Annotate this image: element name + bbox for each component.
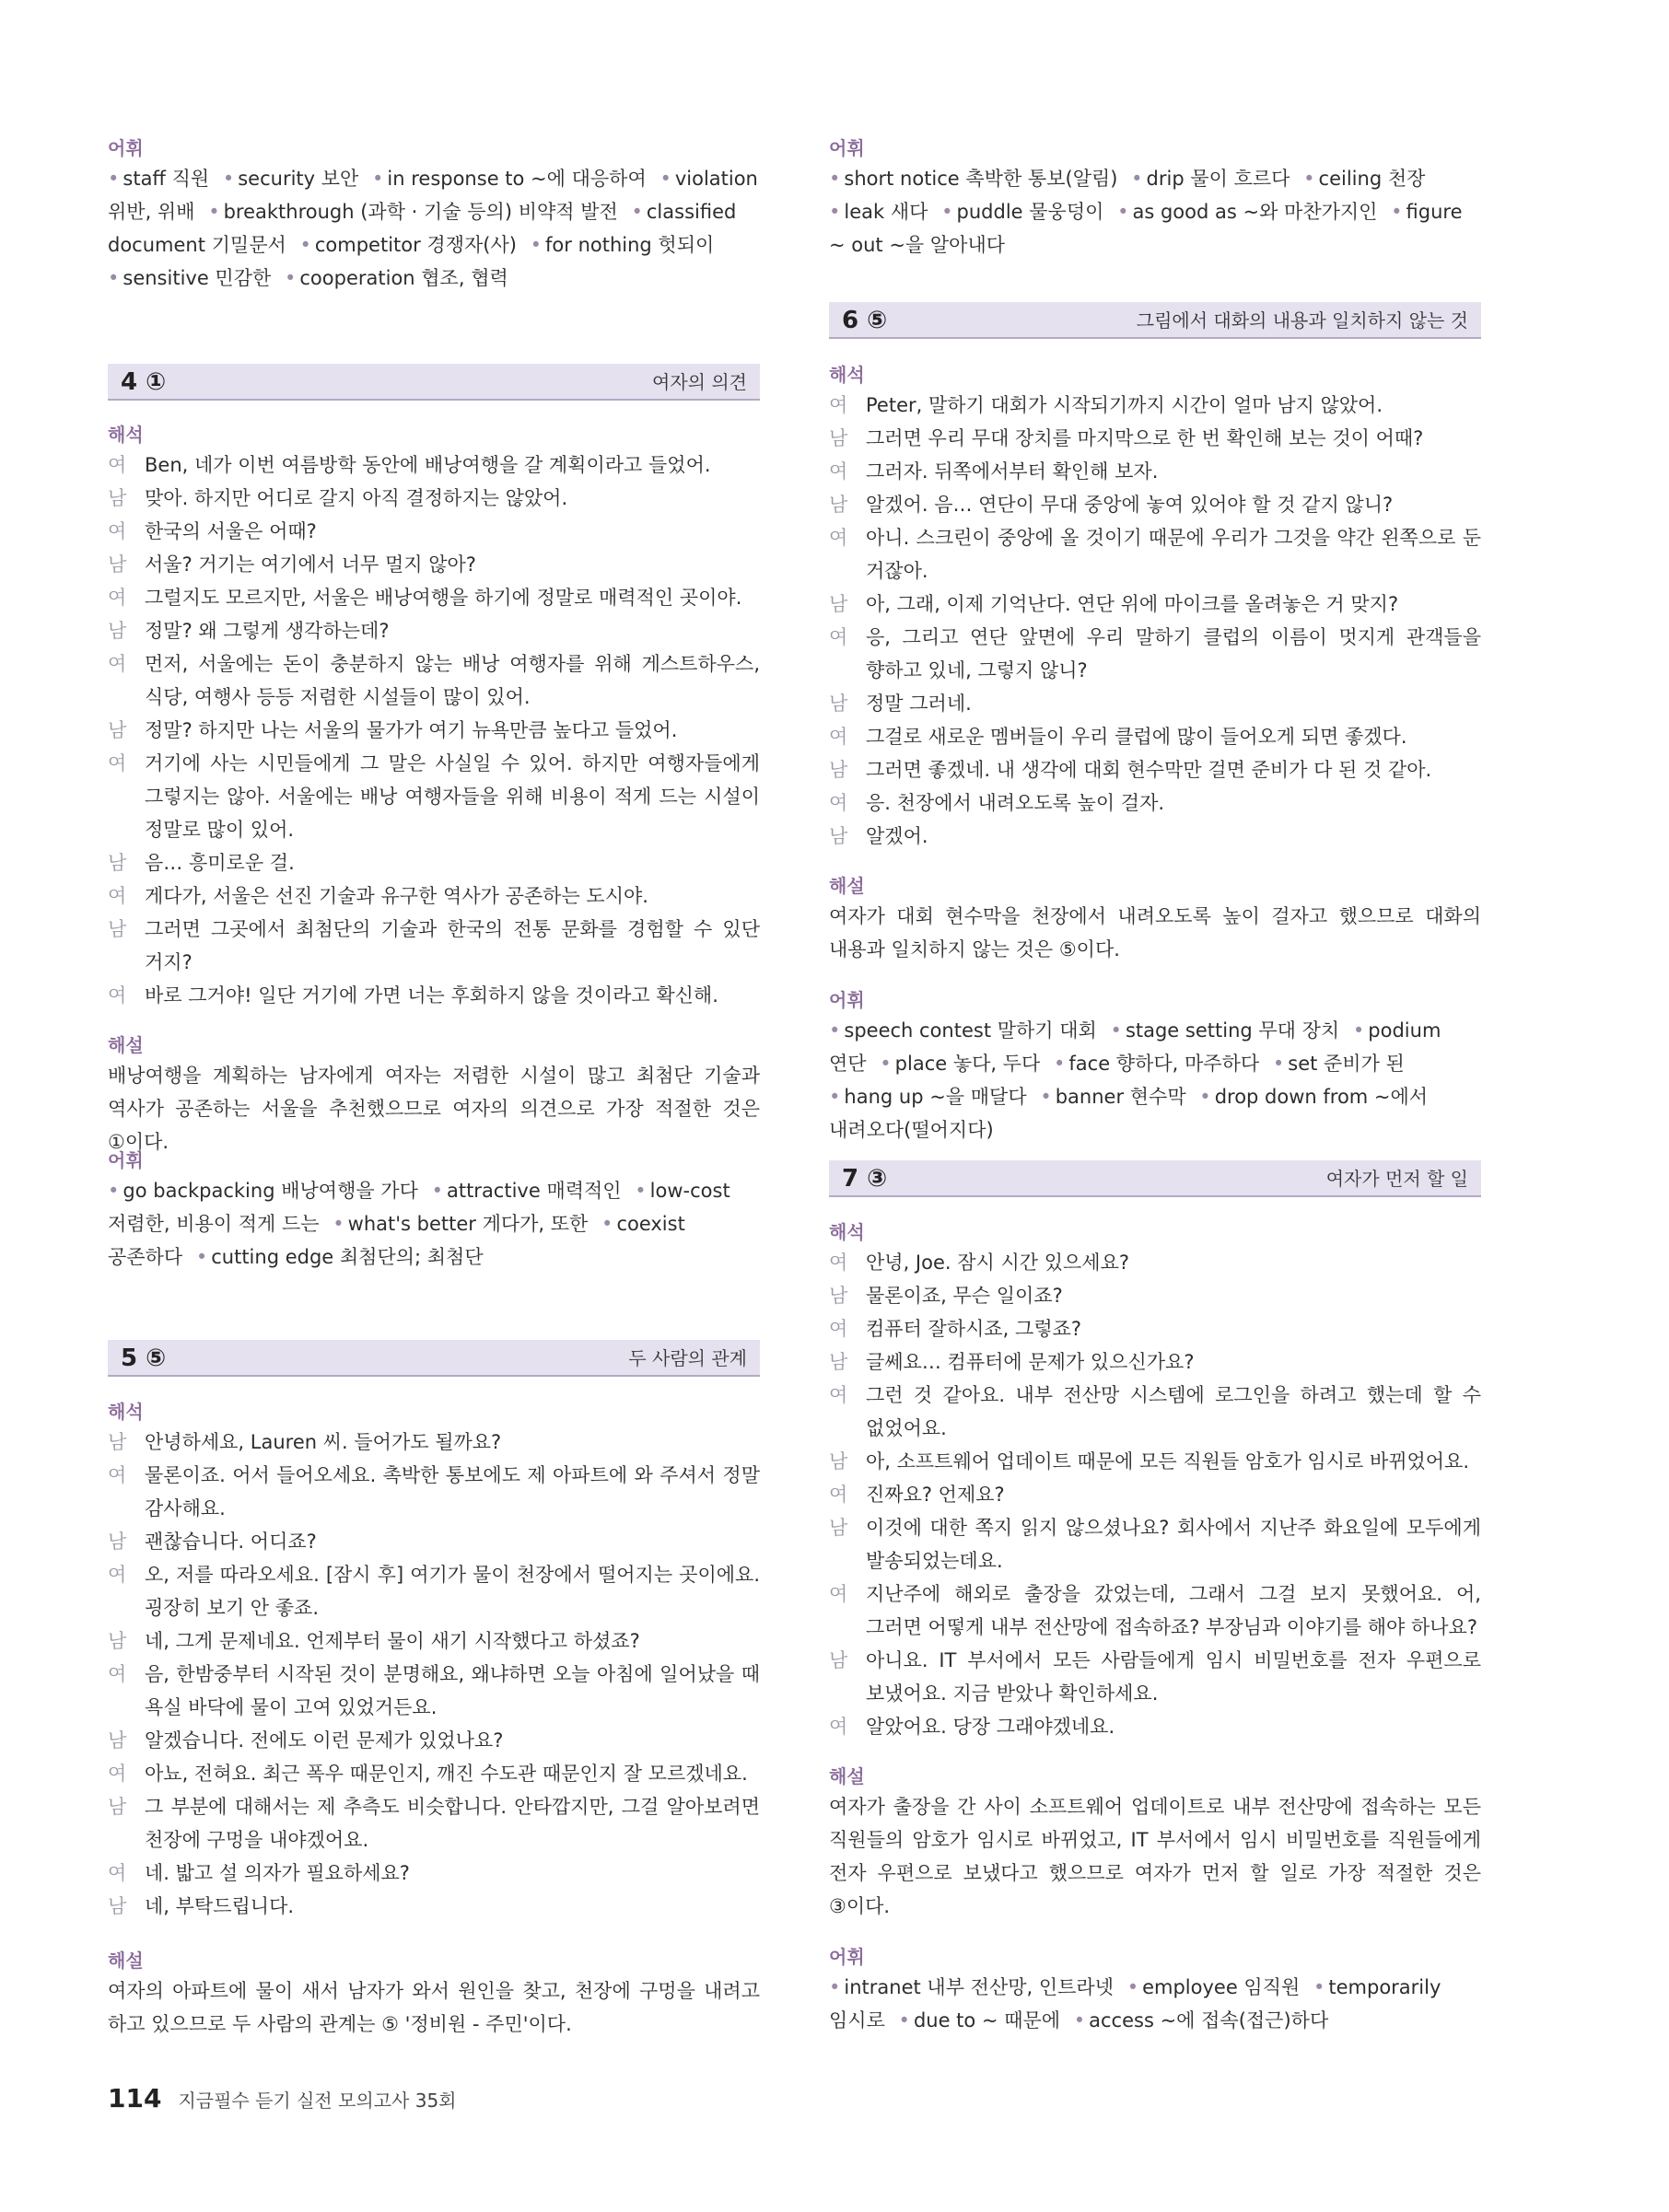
speaker-label: 여 [829, 394, 848, 416]
explanation-text: 배낭여행을 계획하는 남자에게 여자는 저렴한 시설이 많고 최첨단 기술과 역사가 공존하는 서울을 추천했으므로 여자의 의견으로 가장 적절한 것은 ①이다. [108, 1065, 760, 1153]
dialog-line [108, 482, 760, 515]
vocab-item: • drip 물이 흐르다 [1131, 168, 1290, 190]
vocab-block-q7 [829, 1943, 1481, 2037]
dialog-line [108, 1890, 760, 1923]
vocab-item: • cooperation 협조, 협력 [285, 267, 508, 289]
vocab-list [829, 162, 1481, 262]
question-header-5 [108, 1340, 760, 1377]
vocab-item: • podium 연단 [829, 1019, 1441, 1075]
vocab-item: • face 향하다, 마주하다 [1054, 1053, 1259, 1075]
speaker-label: 남 [108, 719, 127, 741]
dialog-text: 알았어요. 당장 그래야겠네요. [866, 1716, 1115, 1738]
dialog-text: 아, 소프트웨어 업데이트 때문에 모든 직원들 암호가 임시로 바뀌었어요. [866, 1450, 1470, 1473]
transcript-label: 해석 [829, 364, 865, 386]
dialog-text: 네. 밟고 설 의자가 필요하세요? [145, 1862, 410, 1884]
vocab-item: • classified document 기밀문서 [108, 201, 736, 256]
dialog-line [829, 687, 1481, 720]
speaker-label: 여 [108, 1763, 127, 1785]
explanation-text: 여자의 아파트에 물이 새서 남자가 와서 원인을 찾고, 천장에 구멍을 내려고 하고 있으므로 두 사람의 관계는 ⑤ '정비원 - 주민'이다. [108, 1980, 760, 2035]
speaker-label: 남 [829, 494, 848, 516]
vocab-item: • set 준비가 된 [1273, 1053, 1405, 1075]
speaker-label: 남 [108, 1729, 127, 1752]
dialog-text: 이것에 대한 쪽지 읽지 않으셨나요? 회사에서 지난주 화요일에 모두에게 발송되었는데요. [866, 1517, 1481, 1572]
question-topic: 여자의 의견 [652, 371, 747, 393]
dialog-line [829, 1710, 1481, 1743]
speaker-label: 남 [829, 593, 848, 615]
speaker-label: 여 [829, 1716, 848, 1738]
vocab-item: • due to ~ 때문에 [899, 2009, 1061, 2032]
vocab-block-q4 [108, 1147, 760, 1274]
explanation-label: 해설 [108, 1950, 144, 1972]
speaker-label: 여 [829, 1583, 848, 1605]
speaker-label: 여 [108, 885, 127, 907]
dialog-line [108, 1525, 760, 1558]
dialog-line [108, 548, 760, 581]
dialog-line [108, 714, 760, 747]
vocab-item: • violation 위반, 위배 [108, 168, 758, 223]
dialog-line [108, 1459, 760, 1525]
speaker-label: 여 [829, 1384, 848, 1406]
dialog-text: 한국의 서울은 어때? [145, 520, 317, 542]
dialog-text: 그걸로 새로운 멤버들이 우리 클럽에 많이 들어오게 되면 좋겠다. [866, 726, 1407, 748]
vocab-item: • short notice 촉박한 통보(알림) [829, 168, 1117, 190]
speaker-label: 여 [108, 1663, 127, 1685]
vocab-item: • competitor 경쟁자(사) [299, 234, 516, 256]
question-topic: 두 사람의 관계 [628, 1347, 747, 1369]
dialog-text: 서울? 거기는 여기에서 너무 멀지 않아? [145, 553, 476, 576]
dialog-text: 물론이죠, 무슨 일이죠? [866, 1285, 1063, 1307]
dialog-line [829, 1578, 1481, 1644]
dialog-text: 응, 그리고 연단 앞면에 우리 말하기 클럽의 이름이 멋지게 관객들을 향하고 있네, 그렇지 않니? [866, 626, 1481, 681]
vocab-item: • ceiling 천장 [1303, 168, 1425, 190]
dialog-text: 괜찮습니다. 어디죠? [145, 1531, 317, 1553]
dialog-line [829, 588, 1481, 621]
dialog-line [829, 521, 1481, 588]
vocab-label: 어휘 [829, 989, 865, 1011]
speaker-label: 여 [829, 626, 848, 648]
dialog-text: 네, 부탁드립니다. [145, 1895, 295, 1917]
speaker-label: 여 [829, 460, 848, 483]
dialog-text: 그 부분에 대해서는 제 추측도 비슷합니다. 안타깝지만, 그걸 알아보려면 천장에 구멍을 내야겠어요. [145, 1796, 760, 1851]
speaker-label: 여 [829, 1484, 848, 1506]
dialog-text: 정말? 왜 그렇게 생각하는데? [145, 620, 390, 642]
dialog-line [108, 879, 760, 913]
dialog-text: 네, 그게 문제네요. 언제부터 물이 새기 시작했다고 하셨죠? [145, 1630, 640, 1652]
dialog-text: 안녕하세요, Lauren 씨. 들어가도 될까요? [145, 1431, 502, 1453]
dialog-text: 아뇨, 전혀요. 최근 폭우 때문인지, 깨진 수도관 때문인지 잘 모르겠네요. [145, 1763, 748, 1785]
transcript-label: 해석 [108, 424, 144, 446]
dialog-text: 그러면 우리 무대 장치를 마지막으로 한 번 확인해 보는 것이 어때? [866, 427, 1424, 449]
dialog-line [108, 1757, 760, 1790]
dialog-line [829, 1445, 1481, 1478]
speaker-label: 남 [108, 852, 127, 874]
dialog-line [829, 1279, 1481, 1312]
speaker-label: 남 [829, 427, 848, 449]
dialog-text: 글쎄요… 컴퓨터에 문제가 있으신가요? [866, 1351, 1195, 1373]
explanation-label: 해설 [829, 1765, 865, 1787]
explanation-text: 여자가 출장을 간 사이 소프트웨어 업데이트로 내부 전산망에 접속하는 모든 직원들의 암호가 임시로 바뀌었고, IT 부서에서 임시 비밀번호를 직원들에게 전자 우편으로 보냈다고 했으므로 여자가 먼저 할 일로 가장 적절한 것은 ③이다. [829, 1796, 1481, 1917]
vocab-item: • cutting edge 최첨단의; 최첨단 [196, 1246, 484, 1268]
vocab-item: • stage setting 무대 장치 [1111, 1019, 1340, 1042]
dialog-text: 알겠어. 음… 연단이 무대 중앙에 놓여 있어야 할 것 같지 않니? [866, 494, 1394, 516]
vocab-label: 어휘 [829, 1946, 865, 1968]
question-header-6 [829, 302, 1481, 339]
vocab-label: 어휘 [829, 137, 865, 159]
explanation-block-q4 [108, 1031, 760, 1158]
dialog-text: 바로 그거야! 일단 거기에 가면 너는 후회하지 않을 것이라고 확신해. [145, 984, 718, 1007]
dialog-text: 맞아. 하지만 어디로 갈지 아직 결정하지는 않았어. [145, 487, 568, 509]
dialog-text: 아니. 스크린이 중앙에 올 것이기 때문에 우리가 그것을 약간 왼쪽으로 둔 거잖아. [866, 527, 1481, 582]
vocab-list [108, 1174, 760, 1274]
speaker-label: 남 [108, 487, 127, 509]
question-header-4 [108, 364, 760, 401]
speaker-label: 여 [829, 527, 848, 549]
vocab-item: • drop down from ~에서 내려오다(떨어지다) [829, 1086, 1428, 1141]
speaker-label: 여 [108, 1464, 127, 1486]
dialog-text: 응. 천장에서 내려오도록 높이 걸자. [866, 792, 1165, 814]
vocab-item: • banner 현수막 [1040, 1086, 1185, 1108]
vocab-label: 어휘 [108, 137, 144, 159]
dialog-line [829, 1379, 1481, 1445]
dialog-line [829, 1511, 1481, 1578]
dialog-line [108, 1426, 760, 1459]
vocab-item: • hang up ~을 매달다 [829, 1086, 1027, 1108]
speaker-label: 여 [108, 1862, 127, 1884]
dialog-text: 컴퓨터 잘하시죠, 그렇죠? [866, 1318, 1082, 1340]
vocab-list [108, 162, 760, 295]
dialog-text: 음, 한밤중부터 시작된 것이 분명해요, 왜냐하면 오늘 아침에 일어났을 때 욕실 바닥에 물이 고여 있었거든요. [145, 1663, 760, 1718]
dialog-text: 진짜요? 언제요? [866, 1484, 1005, 1506]
dialog-text: 알겠습니다. 전에도 이런 문제가 있었나요? [145, 1729, 504, 1752]
speaker-label: 남 [108, 1531, 127, 1553]
question-topic: 그림에서 대화의 내용과 일치하지 않는 것 [1136, 309, 1468, 332]
speaker-label: 여 [108, 454, 127, 476]
dialog-text: 그럴지도 모르지만, 서울은 배낭여행을 하기에 정말로 매력적인 곳이야. [145, 587, 742, 609]
dialog-text: 정말? 하지만 나는 서울의 물가가 여기 뉴욕만큼 높다고 들었어. [145, 719, 678, 741]
speaker-label: 남 [108, 553, 127, 576]
dialog-text: 안녕, Joe. 잠시 시간 있으세요? [866, 1252, 1130, 1274]
transcript-block-q5 [108, 1398, 760, 1923]
dialog-line [829, 488, 1481, 521]
speaker-label: 남 [829, 759, 848, 781]
dialog-line [108, 979, 760, 1012]
dialog-text: Ben, 네가 이번 여름방학 동안에 배낭여행을 갈 계획이라고 들었어. [145, 454, 711, 476]
dialog-line [108, 1857, 760, 1890]
dialog-line [108, 747, 760, 846]
dialog-line [829, 820, 1481, 853]
speaker-label: 남 [829, 1517, 848, 1539]
vocab-item: • puddle 물웅덩이 [941, 201, 1103, 223]
speaker-label: 남 [108, 1895, 127, 1917]
page-footer [108, 2083, 457, 2120]
dialog-text: 게다가, 서울은 선진 기술과 유구한 역사가 공존하는 도시야. [145, 885, 648, 907]
speaker-label: 남 [108, 918, 127, 940]
dialog-line [108, 581, 760, 614]
vocab-list [829, 1971, 1481, 2037]
speaker-label: 남 [108, 1630, 127, 1652]
dialog-text: 물론이죠. 어서 들어오세요. 촉박한 통보에도 제 아파트에 와 주셔서 정말 감사해요. [145, 1464, 760, 1519]
dialog-text: 알겠어. [866, 825, 928, 847]
dialog-text: 그런 것 같아요. 내부 전산망 시스템에 로그인을 하려고 했는데 할 수 없었어요. [866, 1384, 1481, 1439]
question-number: 6 ⑤ [842, 307, 888, 334]
dialog-line [829, 621, 1481, 687]
explanation-block-q7 [829, 1763, 1481, 1923]
question-number: 4 ① [121, 368, 167, 396]
dialog-line [108, 1558, 760, 1624]
dialog-line [829, 753, 1481, 786]
dialog-line [108, 913, 760, 979]
dialog-line [829, 455, 1481, 488]
speaker-label: 여 [108, 653, 127, 675]
speaker-label: 남 [108, 620, 127, 642]
vocab-item: • temporarily 임시로 [829, 1976, 1441, 2032]
dialog-text: 지난주에 해외로 출장을 갔었는데, 그래서 그걸 보지 못했어요. 어, 그러면 어떻게 내부 전산망에 접속하죠? 부장님과 이야기를 해야 하나요? [866, 1583, 1481, 1638]
dialog-text: 아니요. IT 부서에서 모든 사람들에게 임시 비밀번호를 전자 우편으로 보냈어요. 지금 받았나 확인하세요. [866, 1649, 1481, 1705]
dialog-list [829, 1246, 1481, 1743]
speaker-label: 여 [108, 1564, 127, 1586]
dialog-text: 음… 흥미로운 걸. [145, 852, 295, 874]
explanation-label: 해설 [108, 1034, 144, 1056]
vocab-item: • coexist 공존하다 [108, 1213, 685, 1268]
speaker-label: 남 [829, 1450, 848, 1473]
speaker-label: 여 [829, 1318, 848, 1340]
transcript-label: 해석 [108, 1401, 144, 1423]
transcript-block-q4 [108, 421, 760, 1012]
dialog-line [108, 647, 760, 714]
vocab-item: • low-cost 저렴한, 비용이 적게 드는 [108, 1180, 730, 1235]
dialog-text: 그러자. 뒤쪽에서부터 확인해 보자. [866, 460, 1159, 483]
question-header-7 [829, 1160, 1481, 1197]
vocab-item: • attractive 매력적인 [432, 1180, 622, 1202]
vocab-item: • employee 임직원 [1127, 1976, 1301, 1998]
transcript-block-q7 [829, 1218, 1481, 1743]
vocab-item: • security 보안 [223, 168, 358, 190]
vocab-item: • intranet 내부 전산망, 인트라넷 [829, 1976, 1114, 1998]
page-number: 114 [108, 2083, 162, 2113]
speaker-label: 남 [108, 1431, 127, 1453]
vocab-item: • in response to ~에 대응하여 [372, 168, 647, 190]
dialog-text: Peter, 말하기 대회가 시작되기까지 시간이 얼마 남지 않았어. [866, 394, 1383, 416]
dialog-line [108, 614, 760, 647]
dialog-list [829, 389, 1481, 853]
dialog-text: 거기에 사는 시민들에게 그 말은 사실일 수 있어. 하지만 여행자들에게 그렇지는 않아. 서울에는 배낭 여행자들을 위해 비용이 적게 드는 시설이 정말로 많이 있어. [145, 752, 760, 841]
dialog-list [108, 1426, 760, 1923]
vocab-list [829, 1014, 1481, 1147]
dialog-line [829, 720, 1481, 753]
speaker-label: 남 [829, 1285, 848, 1307]
dialog-line [829, 1345, 1481, 1379]
dialog-line [108, 448, 760, 482]
question-number: 5 ⑤ [121, 1345, 167, 1372]
speaker-label: 여 [829, 792, 848, 814]
vocab-block-q6 [829, 986, 1481, 1147]
speaker-label: 여 [108, 587, 127, 609]
explanation-label: 해설 [829, 875, 865, 897]
speaker-label: 여 [108, 752, 127, 774]
dialog-text: 먼저, 서울에는 돈이 충분하지 않는 배낭 여행자를 위해 게스트하우스, 식당, 여행사 등등 저렴한 시설들이 많이 있어. [145, 653, 760, 708]
vocab-label: 어휘 [108, 1149, 144, 1171]
speaker-label: 남 [829, 1649, 848, 1671]
vocab-item: • as good as ~와 마찬가지인 [1117, 201, 1377, 223]
dialog-line [829, 786, 1481, 820]
speaker-label: 남 [108, 1796, 127, 1818]
vocab-item: • what's better 게다가, 또한 [333, 1213, 588, 1235]
speaker-label: 남 [829, 1351, 848, 1373]
dialog-line [829, 1478, 1481, 1511]
vocab-item: • place 놓다, 두다 [880, 1053, 1040, 1075]
vocab-item: • breakthrough (과학 · 기술 등의) 비약적 발전 [208, 201, 618, 223]
dialog-text: 그러면 그곳에서 최첨단의 기술과 한국의 전통 문화를 경험할 수 있단 거지? [145, 918, 760, 973]
speaker-label: 여 [108, 984, 127, 1007]
vocab-item: • go backpacking 배낭여행을 가다 [108, 1180, 418, 1202]
dialog-line [108, 846, 760, 879]
vocab-item: • for nothing 헛되이 [531, 234, 715, 256]
dialog-list [108, 448, 760, 1012]
vocab-item: • speech contest 말하기 대회 [829, 1019, 1097, 1042]
speaker-label: 여 [108, 520, 127, 542]
dialog-text: 오, 저를 따라오세요. [잠시 후] 여기가 물이 천장에서 떨어지는 곳이에요. 굉장히 보기 안 좋죠. [145, 1564, 760, 1619]
speaker-label: 여 [829, 726, 848, 748]
dialog-line [829, 1312, 1481, 1345]
book-title: 지금필수 듣기 실전 모의고사 35회 [178, 2090, 457, 2112]
question-topic: 여자가 먼저 할 일 [1325, 1168, 1468, 1190]
dialog-text: 정말 그러네. [866, 693, 972, 715]
dialog-line [829, 1246, 1481, 1279]
vocab-item: • leak 새다 [829, 201, 928, 223]
transcript-block-q6 [829, 361, 1481, 853]
explanation-block-q6 [829, 872, 1481, 966]
vocab-block-q5 [829, 134, 1481, 262]
dialog-line [108, 1658, 760, 1724]
dialog-line [108, 1624, 760, 1658]
question-number: 7 ③ [842, 1165, 888, 1193]
transcript-label: 해석 [829, 1221, 865, 1243]
dialog-line [829, 1644, 1481, 1710]
dialog-text: 그러면 좋겠네. 내 생각에 대회 현수막만 걸면 준비가 다 된 것 같아. [866, 759, 1432, 781]
speaker-label: 여 [829, 1252, 848, 1274]
vocab-item: • staff 직원 [108, 168, 209, 190]
vocab-block-q3 [108, 134, 760, 295]
dialog-line [108, 1790, 760, 1857]
dialog-line [829, 389, 1481, 422]
dialog-text: 아, 그래, 이제 기억난다. 연단 위에 마이크를 올려놓은 거 맞지? [866, 593, 1399, 615]
speaker-label: 남 [829, 693, 848, 715]
vocab-item: • figure ~ out ~을 알아내다 [829, 201, 1463, 256]
speaker-label: 남 [829, 825, 848, 847]
vocab-item: • sensitive 민감한 [108, 267, 271, 289]
explanation-block-q5 [108, 1947, 760, 2041]
dialog-line [829, 422, 1481, 455]
vocab-item: • access ~에 접속(접근)하다 [1074, 2009, 1329, 2032]
dialog-line [108, 515, 760, 548]
explanation-text: 여자가 대회 현수막을 천장에서 내려오도록 높이 걸자고 했으므로 대화의 내용과 일치하지 않는 것은 ⑤이다. [829, 905, 1481, 960]
dialog-line [108, 1724, 760, 1757]
